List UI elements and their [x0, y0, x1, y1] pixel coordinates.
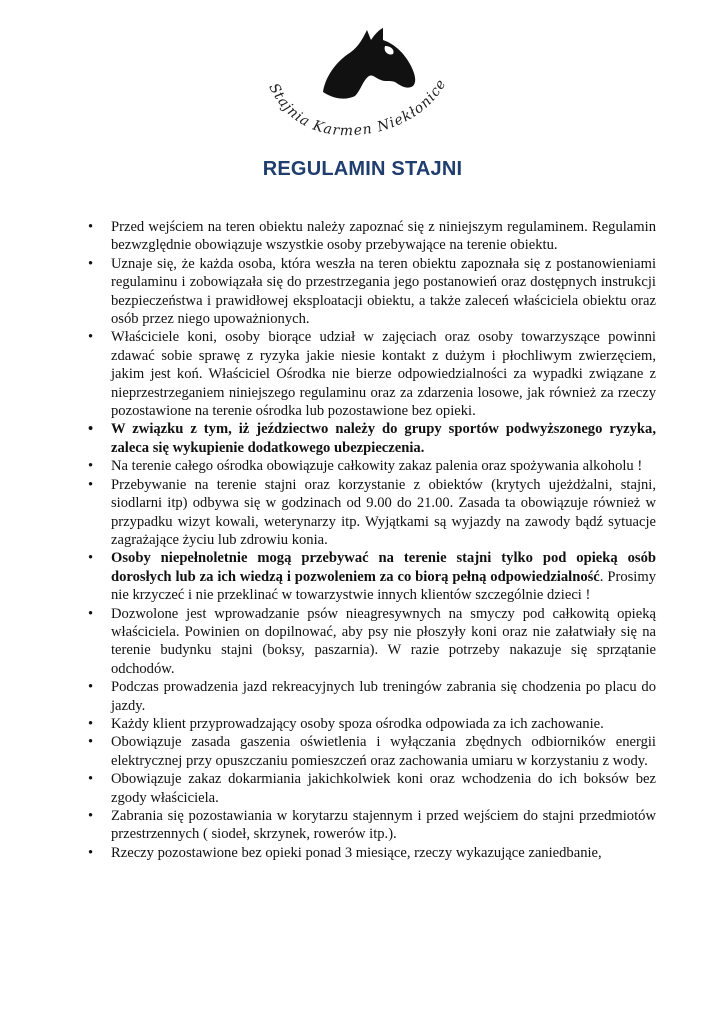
page-title: REGULAMIN STAJNI — [262, 158, 463, 180]
list-item-bold-text: Osoby niepełnoletnie mogą przebywać na terenie stajni tylko pod opieką osób dorosłych lub za ich wiedzą i pozwoleniem za co biorą pełną odpowiedzialność — [111, 550, 656, 585]
list-item: • Dozwolone jest wprowadzanie psów nieagresywnych na smyczy pod całkowitą opieką właściciela. Powinien on dopilnować, aby psy nie płoszyły koni oraz nie załatwiały się na terenie budynku stajni (boksy, paszarnia). W razie potrzeby nakazuje się sprzątanie odchodów. — [86, 605, 656, 679]
logo-script-text: Stajnia Karmen Niekłonice — [265, 76, 450, 140]
horse-head-icon — [255, 20, 470, 152]
list-item: • Obowiązuje zakaz dokarmiania jakichkolwiek koni oraz wchodzenia do ich boksów bez zgody właściciela. — [86, 770, 656, 807]
list-item: • Zabrania się pozostawiania w korytarzu stajennym i przed wejściem do stajni przedmiotów przestrzennych ( siodeł, skrzynek, rowerów itp.). — [86, 807, 656, 844]
list-item — [86, 549, 656, 604]
list-item: • W związku z tym, iż jeździectwo należy do grupy sportów podwyższonego ryzyka, zaleca się wykupienie dodatkowego ubezpieczenia. — [86, 420, 656, 457]
list-item: • Obowiązuje zasada gaszenia oświetlenia i wyłączania zbędnych odbiorników energii elektrycznej przy opuszczaniu pomieszczeń oraz zachowania umiaru w korzystaniu z wody. — [86, 733, 656, 770]
stable-logo — [255, 20, 470, 152]
list-item: • Podczas prowadzenia jazd rekreacyjnych lub treningów zabrania się chodzenia po placu do jazdy. — [86, 678, 656, 715]
list-item: • Przed wejściem na teren obiektu należy zapoznać się z niniejszym regulaminem. Regulamin bezwzględnie obowiązuje wszystkie osoby przebywające na terenie obiektu. — [86, 218, 656, 255]
list-item: • Każdy klient przyprowadzający osoby spoza ośrodka odpowiada za ich zachowanie. — [86, 715, 656, 733]
list-item: • Na terenie całego ośrodka obowiązuje całkowity zakaz palenia oraz spożywania alkoholu ! — [86, 457, 656, 475]
list-item: • Przebywanie na terenie stajni oraz korzystanie z obiektów (krytych ujeżdżalni, stajni, siodlarni itp) odbywa się w godzinach od 9.00 do 21.00. Zasada ta obowiązuje również w przypadku wizyt kowali, weterynarzy itp. Wyjątkami są wyjazdy na zawody bądź sytuacje zagrażające życiu lub zdrowiu konia. — [86, 476, 656, 550]
list-item: • Właściciele koni, osoby biorące udział w zajęciach oraz osoby towarzyszące powinni zdawać sobie sprawę z ryzyka jakie niesie kontakt z dużym i płochliwym zwierzęciem, jakim jest koń. Właściciel Ośrodka nie bierze odpowiedzialności za wypadki związane z nieprzestrzeganiem niniejszego regulaminu oraz za zdarzenia losowe, jak również za rzeczy pozostawione na terenie ośrodka lub pozostawione bez opieki. — [86, 328, 656, 420]
list-item: • Rzeczy pozostawione bez opieki ponad 3 miesiące, rzeczy wykazujące zaniedbanie, — [86, 844, 656, 862]
rules-list — [86, 218, 656, 862]
list-item: • Uznaje się, że każda osoba, która weszła na teren obiektu zapoznała się z postanowieniami regulaminu i zobowiązała się do przestrzegania jego postanowień oraz dostępnych instrukcji bezpieczeństwa i prawidłowej eksploatacji obiektu, a także zaleceń właściciela obiektu oraz osób przez niego upoważnionych. — [86, 255, 656, 329]
list-item-text: . Prosimy nie krzyczeć i nie przeklinać w towarzystwie innych klientów szczególnie dzieci ! — [111, 568, 657, 604]
